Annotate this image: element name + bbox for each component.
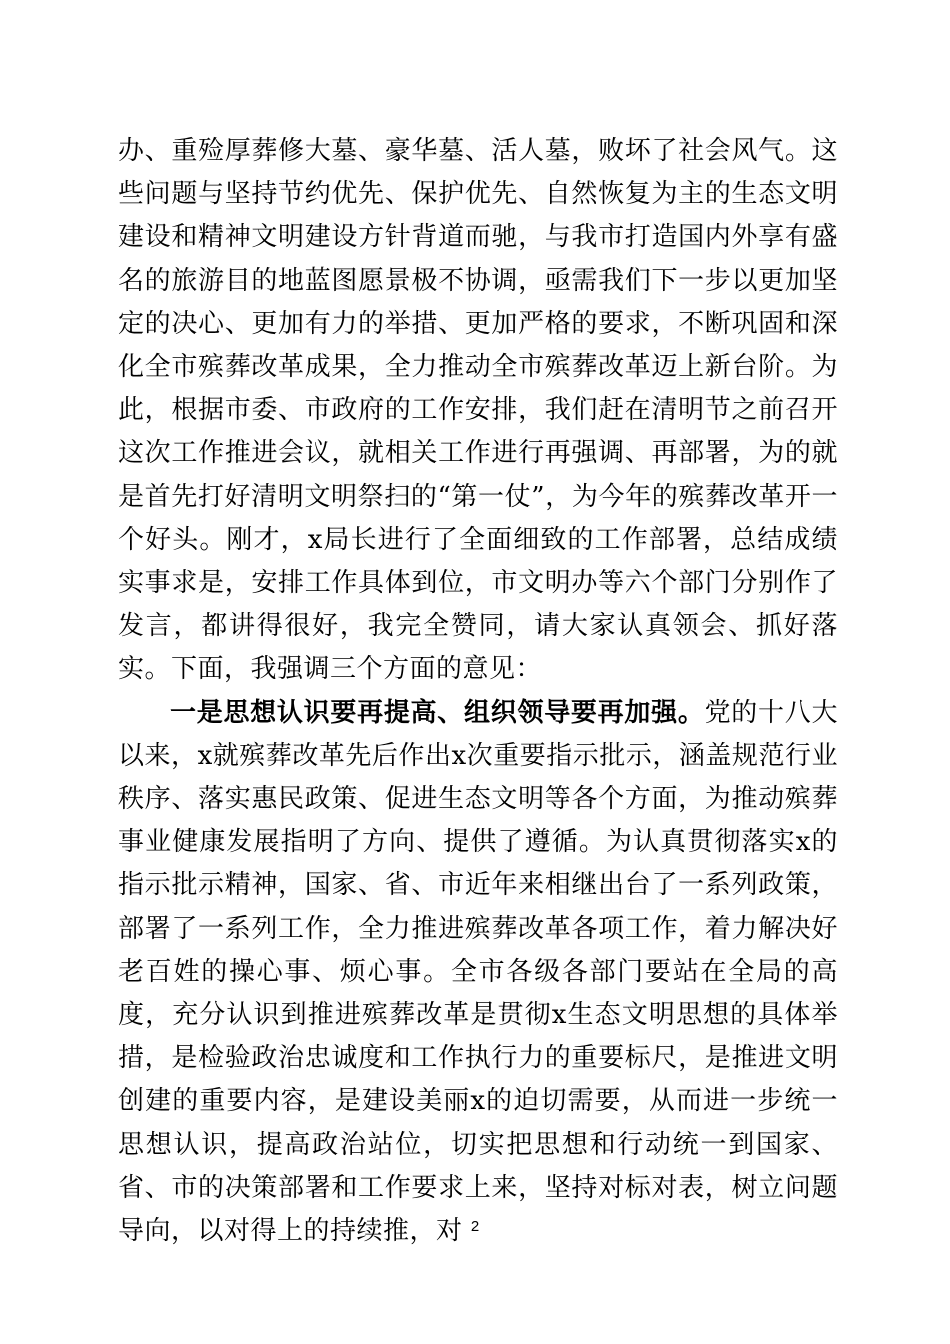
page-number: 2 — [470, 1218, 480, 1235]
section-one-body: 党的十八大以来，x就殡葬改革先后作出x次重要指示批示，涵盖规范行业秩序、落实惠民政策、促进生态文明等各个方面，为推动殡葬事业健康发展指明了方向、提供了遵循。为认真贯彻落实x的指示批示精神，国家、省、市近年来相继出台了一系列政策，部署了一系列工作，全力推进殡葬改革各项工作，着力解决好老百姓的操心事、烦心事。全市各级各部门要站在全局的高度，充分认识到推进殡葬改革是贯彻x生态文明思想的具体举措，是检验政治忠诚度和工作执行力的重要标尺，是推进文明创建的重要内容，是建设美丽x的迫切需要，从而进一步统一思想认识，提高政治站位，切实把思想和行动统一到国家、省、市的决策部署和工作要求上来，坚持对标对表，树立问题导向，以对得上的持续推，对 — [118, 697, 838, 1247]
paragraph-continued: 办、重殓厚葬修大墓、豪华墓、活人墓，败坏了社会风气。这些问题与坚持节约优先、保护优先、自然恢复为主的生态文明建设和精神文明建设方针背道而驰，与我市打造国内外享有盛名的旅游目的地蓝图愿景极不协调，亟需我们下一步以更加坚定的决心、更加有力的举措、更加严格的要求，不断巩固和深化全市殡葬改革成果，全力推动全市殡葬改革迈上新台阶。为此，根据市委、市政府的工作安排，我们赶在清明节之前召开这次工作推进会议，就相关工作进行再强调、再部署，为的就是首先打好清明文明祭扫的“第一仗”，为今年的殡葬改革开一个好头。刚才，x局长进行了全面细致的工作部署，总结成绩实事求是，安排工作具体到位，市文明办等六个部门分别作了发言，都讲得很好，我完全赞同，请大家认真领会、抓好落实。下面，我强调三个方面的意见： — [118, 136, 838, 685]
document-body — [118, 130, 838, 1253]
paragraph-section-one — [118, 692, 838, 1254]
section-one-heading: 一是思想认识要再提高、组织领导要再加强。 — [170, 697, 705, 728]
